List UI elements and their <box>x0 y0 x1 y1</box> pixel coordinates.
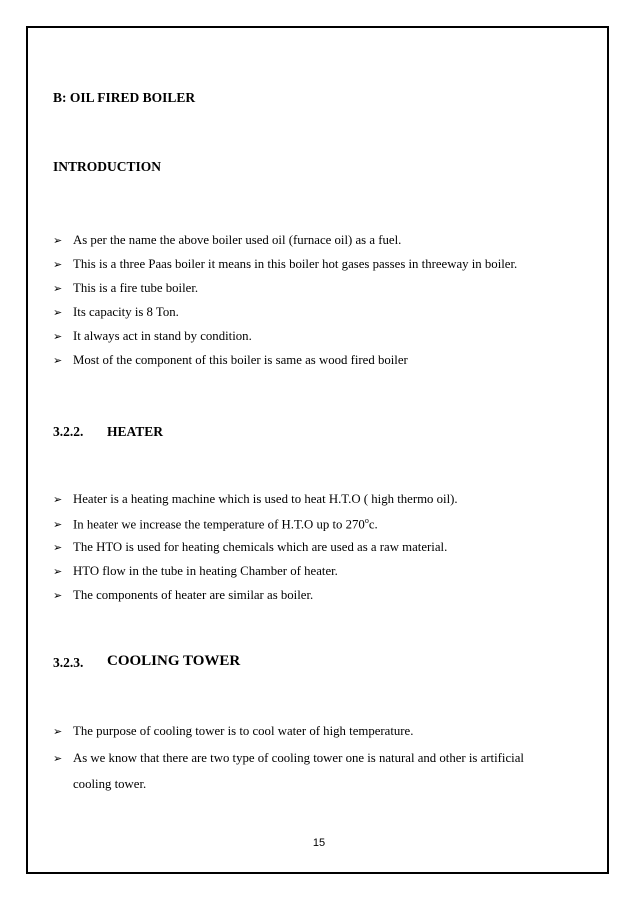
arrow-bullet-icon: ➢ <box>53 306 63 319</box>
list-item: ➢ This is a fire tube boiler. <box>53 281 199 295</box>
list-item: ➢ As we know that there are two type of cooling tower one is natural and other is artificial <box>53 751 524 765</box>
arrow-bullet-icon: ➢ <box>53 493 63 506</box>
arrow-bullet-icon: ➢ <box>53 565 63 578</box>
list-item: ➢ Heater is a heating machine which is used to heat H.T.O ( high thermo oil). <box>53 492 458 506</box>
arrow-bullet-icon: ➢ <box>53 518 63 532</box>
list-item: ➢ As per the name the above boiler used oil (furnace oil) as a fuel. <box>53 233 402 247</box>
list-item: ➢ The HTO is used for heating chemicals which are used as a raw material. <box>53 540 448 554</box>
list-item: ➢ HTO flow in the tube in heating Chamber of heater. <box>53 564 338 578</box>
arrow-bullet-icon: ➢ <box>53 258 63 271</box>
cooling-tower-number: 3.2.3. <box>53 655 84 670</box>
list-item: ➢ The components of heater are similar as boiler. <box>53 588 314 602</box>
arrow-bullet-icon: ➢ <box>53 234 63 247</box>
list-item: ➢ This is a three Paas boiler it means in this boiler hot gases passes in threeway in boiler. <box>53 257 518 271</box>
arrow-bullet-icon: ➢ <box>53 589 63 602</box>
list-item: ➢ In heater we increase the temperature of H.T.O up to 270$^o$c. <box>53 516 378 532</box>
arrow-bullet-icon: ➢ <box>53 354 63 367</box>
cooling-tower-heading: COOLING TOWER <box>107 653 241 669</box>
arrow-bullet-icon: ➢ <box>53 330 63 343</box>
introduction-heading: INTRODUCTION <box>53 159 162 174</box>
arrow-bullet-icon: ➢ <box>53 282 63 295</box>
section-b-title: B: OIL FIRED BOILER <box>53 90 196 105</box>
list-item: ➢ It always act in stand by condition. <box>53 329 252 343</box>
list-item: ➢ Its capacity is 8 Ton. <box>53 305 179 319</box>
heater-number: 3.2.2. <box>53 424 84 439</box>
page-number: 15 <box>312 837 326 849</box>
arrow-bullet-icon: ➢ <box>53 541 63 554</box>
page-border <box>26 26 609 874</box>
heater-heading: HEATER <box>107 424 164 439</box>
arrow-bullet-icon: ➢ <box>53 725 63 738</box>
list-item-continuation: cooling tower. <box>73 777 147 791</box>
list-item: ➢ Most of the component of this boiler is same as wood fired boiler <box>53 353 408 367</box>
list-item: ➢ The purpose of cooling tower is to cool water of high temperature. <box>53 724 414 738</box>
arrow-bullet-icon: ➢ <box>53 752 63 765</box>
